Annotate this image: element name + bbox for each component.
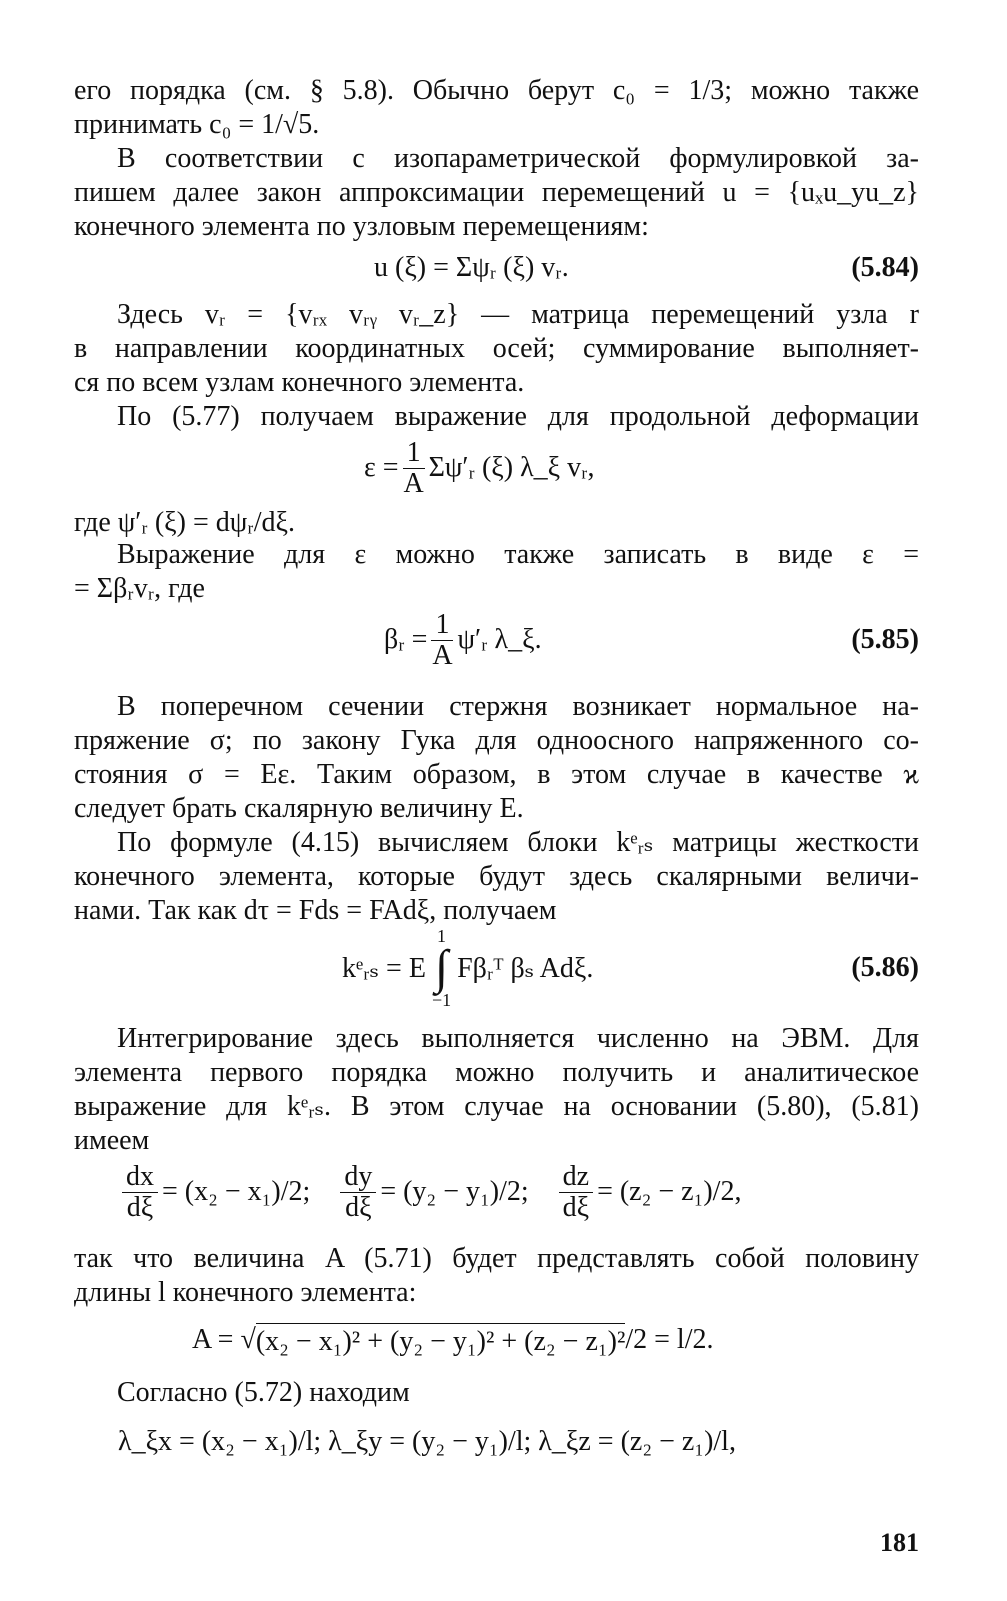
numerator: dy [340, 1162, 376, 1193]
text-line: в направлении координатных осей; суммирование выполняет- [74, 333, 919, 364]
equation-rhs: Fβᵣᵀ βₛ Adξ. [457, 953, 594, 984]
numerator: 1 [403, 438, 425, 469]
numerator: 1 [431, 610, 453, 641]
numerator: dz [559, 1162, 593, 1193]
text-line: пишем далее закон аппроксимации перемещений u = {uₓu_yu_z} [74, 177, 919, 208]
equation-5-84 [74, 232, 919, 304]
text-line: В поперечном сечении стержня возникает нормальное на- [117, 691, 919, 722]
equation-rhs: ψ′ᵣ λ_ξ. [457, 624, 542, 655]
text-line: стояния σ = Eε. Таким образом, в этом случае в качестве ϰ [74, 759, 919, 790]
text-line: имеем [74, 1125, 150, 1156]
lower-limit: −1 [431, 990, 452, 1010]
fraction [559, 1162, 593, 1223]
text-line: его порядка (см. § 5.8). Обычно берут c₀ = 1/3; можно также [74, 75, 919, 106]
text-line: нами. Так как dτ = Fds = FAdξ, получаем [74, 895, 557, 926]
denominator: A [403, 467, 424, 499]
text-line: По формуле (4.15) вычисляем блоки kᵉᵣₛ матрицы жесткости [117, 827, 919, 858]
text-line: ся по всем узлам конечного элемента. [74, 367, 525, 398]
text-line: Согласно (5.72) находим [117, 1377, 410, 1408]
equation-derivatives [74, 1152, 919, 1232]
text-line: принимать c₀ = 1/√5. [74, 109, 320, 140]
text-line: где ψ′ᵣ (ξ) = dψᵣ/dξ. [74, 507, 295, 538]
text-line: По (5.77) получаем выражение для продольной деформации [117, 401, 919, 432]
equation-rhs: /2 = l/2. [625, 1324, 714, 1355]
equation-lambda [74, 1412, 919, 1472]
equation-lhs: ε = [364, 452, 399, 483]
page-number: 181 [880, 1528, 919, 1557]
upper-limit: 1 [437, 926, 447, 946]
numerator: dx [122, 1162, 158, 1193]
equation-rhs: Σψ′ᵣ (ξ) λ_ξ vᵣ, [428, 452, 595, 483]
equation-5-86 [74, 920, 919, 1016]
denominator: dξ [562, 1191, 590, 1223]
equation-rhs: = (y₂ − y₁)/2; [380, 1176, 529, 1207]
equation-lhs: kᵉᵣₛ = E [342, 953, 426, 984]
integral [432, 927, 451, 1009]
text-line: Здесь vᵣ = {vᵣₓ vᵣᵧ vᵣ_z} — матрица перемещений узла r [117, 299, 919, 330]
equation-number: (5.85) [851, 624, 919, 655]
fraction [340, 1162, 376, 1223]
text-line: Интегрирование здесь выполняется численно на ЭВМ. Для [117, 1023, 919, 1054]
text-line: пряжение σ; по закону Гука для одноосного напряженного со- [74, 725, 919, 756]
equation-5-85 [74, 600, 919, 680]
equation-number: (5.86) [851, 952, 919, 983]
denominator: dξ [126, 1191, 154, 1223]
fraction [431, 610, 453, 671]
radicand: (x₂ − x₁)² + (y₂ − y₁)² + (z₂ − z₁)² [256, 1323, 626, 1358]
equation-lhs: βᵣ = [384, 624, 428, 655]
text-line: Выражение для ε можно также записать в виде ε = [117, 539, 919, 570]
equation-epsilon [74, 428, 919, 508]
text-line: = Σβᵣvᵣ, где [74, 573, 205, 604]
text-line: длины l конечного элемента: [74, 1277, 417, 1308]
text-line: конечного элемента по узловым перемещениям: [74, 211, 649, 242]
integral-sign: ∫ [434, 941, 449, 994]
text-line: элемента первого порядка можно получить и аналитическое [74, 1057, 919, 1088]
text-line: так что величина A (5.71) будет представлять собой половину [74, 1243, 919, 1274]
equation-rhs: = (x₂ − x₁)/2; [162, 1176, 311, 1207]
equation-number: (5.84) [851, 252, 919, 283]
denominator: dξ [345, 1191, 372, 1223]
text-line: конечного элемента, которые будут здесь скалярными величи- [74, 861, 919, 892]
text-line: выражение для kᵉᵣₛ. В этом случае на основании (5.80), (5.81) [74, 1091, 919, 1122]
fraction [403, 438, 425, 499]
text-line: В соответствии с изопараметрической формулировкой за- [117, 143, 919, 174]
fraction [122, 1162, 158, 1223]
text-line: следует брать скалярную величину E. [74, 793, 524, 824]
equation-lhs: A = √ [192, 1324, 256, 1355]
equation-body: λ_ξx = (x₂ − x₁)/l; λ_ξy = (y₂ − y₁)/l; λ_ξz = (z₂ − z₁)/l, [118, 1426, 736, 1457]
equation-rhs: = (z₂ − z₁)/2, [597, 1176, 742, 1207]
denominator: A [432, 639, 453, 671]
equation-a-length [74, 1312, 919, 1368]
equation-body: u (ξ) = Σψᵣ (ξ) vᵣ. [374, 252, 569, 283]
